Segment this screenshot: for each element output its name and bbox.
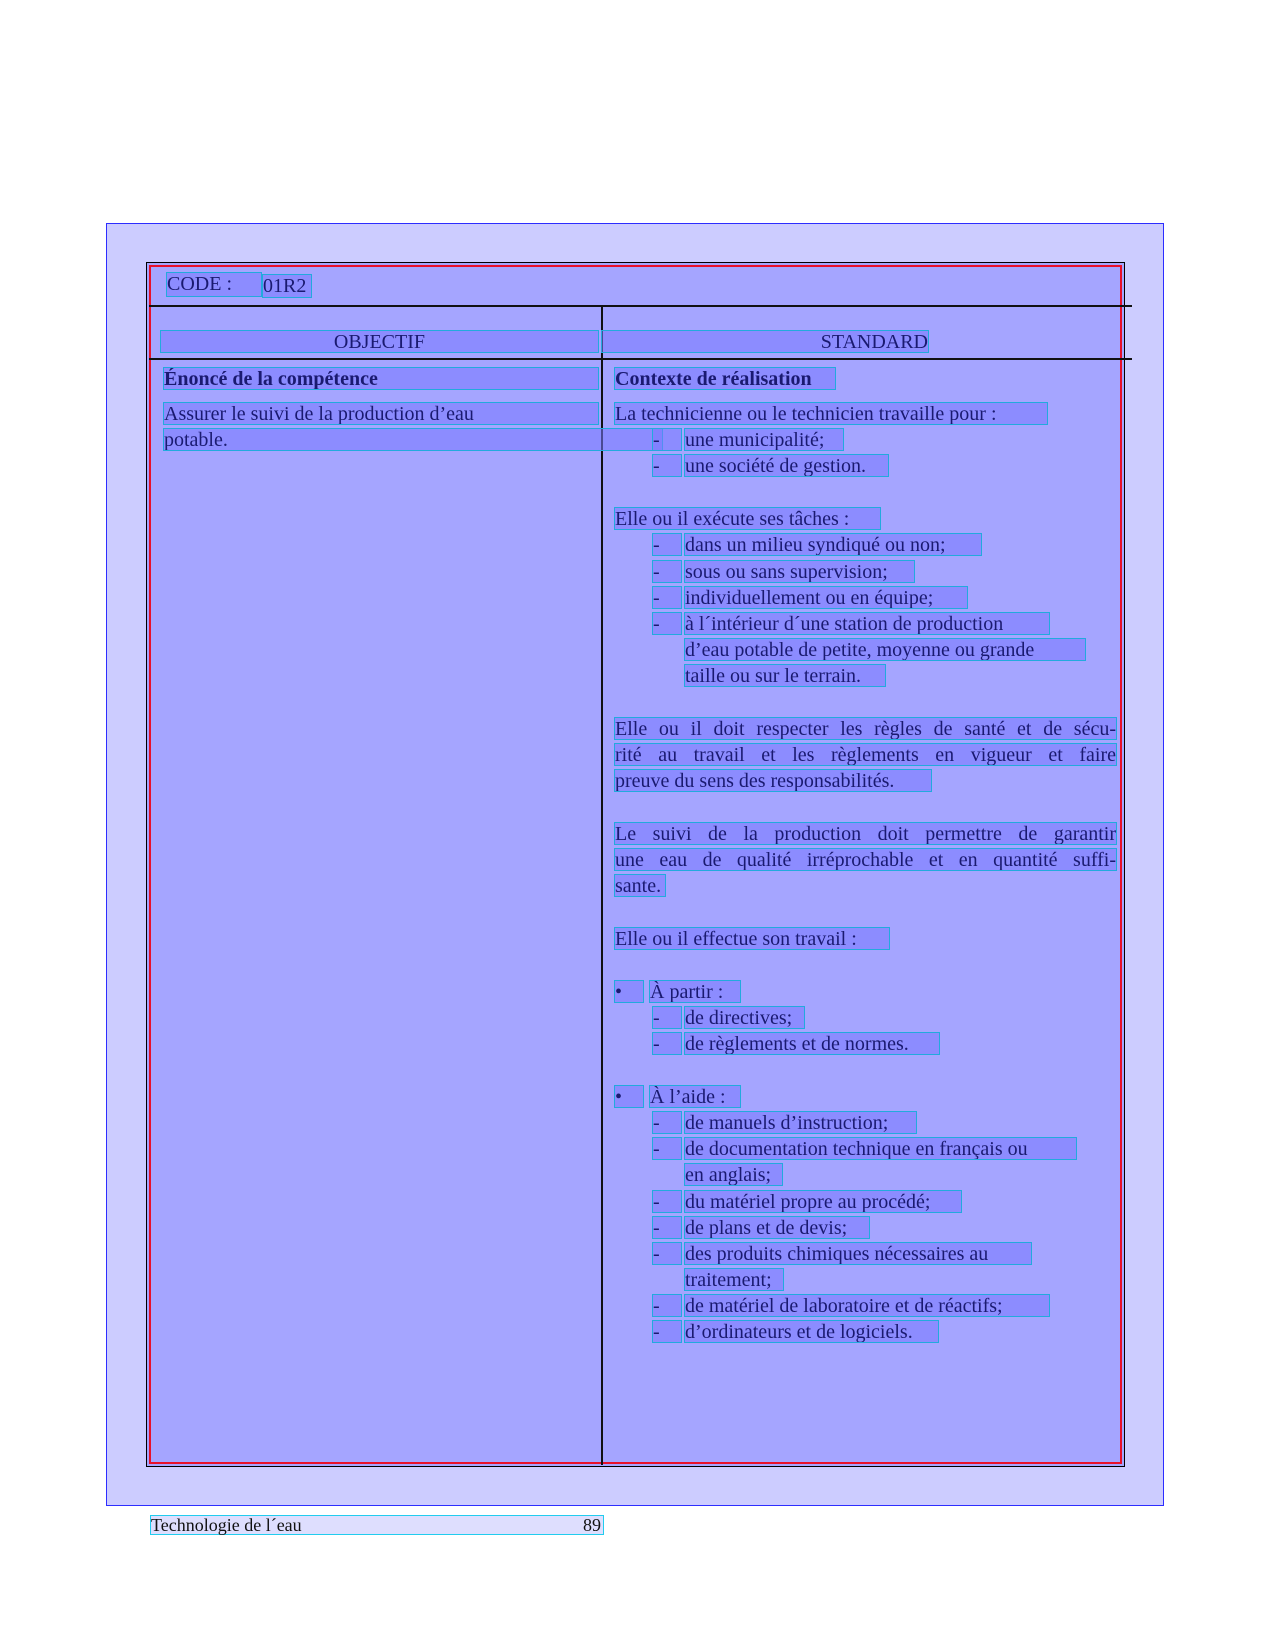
dash-marker: - bbox=[652, 1137, 682, 1160]
dash-marker: - bbox=[652, 560, 682, 583]
bullet-marker: • bbox=[614, 1085, 644, 1108]
list-item-continuation: d’eau potable de petite, moyenne ou grande bbox=[684, 638, 1086, 661]
page-footer bbox=[150, 1515, 604, 1535]
list-item-continuation: traitement; bbox=[684, 1268, 784, 1291]
list-item: à l´intérieur d´une station de production bbox=[684, 612, 1050, 635]
header-bottom-rule bbox=[149, 358, 1132, 360]
dash-marker: - bbox=[652, 1242, 682, 1265]
list-item: des produits chimiques nécessaires au bbox=[684, 1242, 1032, 1265]
competence-line-2: potable. bbox=[163, 428, 663, 451]
dash-marker: - bbox=[652, 1320, 682, 1343]
dash-marker: - bbox=[652, 1111, 682, 1134]
dash-marker: - bbox=[652, 1216, 682, 1239]
page-number: 89 bbox=[583, 1515, 601, 1535]
paragraph-line: une eau de qualité irréprochable et en quantité suffi- bbox=[615, 849, 1116, 871]
list-item: d’ordinateurs et de logiciels. bbox=[684, 1320, 939, 1343]
bullet-heading: À partir : bbox=[649, 980, 741, 1003]
dash-marker: - bbox=[652, 1006, 682, 1029]
list-item: du matériel propre au procédé; bbox=[684, 1190, 962, 1213]
list-item-continuation: taille ou sur le terrain. bbox=[684, 664, 886, 687]
dash-marker: - bbox=[652, 1190, 682, 1213]
list-item: de plans et de devis; bbox=[684, 1216, 870, 1239]
dash-marker: - bbox=[652, 454, 682, 477]
list-item: de matériel de laboratoire et de réactifs; bbox=[684, 1294, 1050, 1317]
dash-marker: - bbox=[652, 428, 682, 451]
code-value: 01R2 bbox=[262, 274, 312, 298]
context-intro-1: La technicienne ou le technicien travaille pour : bbox=[614, 402, 1048, 425]
list-item-continuation: en anglais; bbox=[684, 1163, 783, 1186]
footer-title: Technologie de l´eau bbox=[151, 1515, 302, 1535]
standard-header: STANDARD bbox=[601, 330, 929, 353]
list-item: de documentation technique en français ou bbox=[684, 1137, 1077, 1160]
bullet-heading: À l’aide : bbox=[649, 1085, 741, 1108]
dash-marker: - bbox=[652, 612, 682, 635]
dash-marker: - bbox=[652, 1032, 682, 1055]
bullet-marker: • bbox=[614, 980, 644, 1003]
dash-marker: - bbox=[652, 1294, 682, 1317]
competence-line-1: Assurer le suivi de la production d’eau bbox=[163, 402, 599, 425]
list-item: dans un milieu syndiqué ou non; bbox=[684, 533, 982, 556]
dash-marker: - bbox=[652, 586, 682, 609]
header-rule bbox=[149, 305, 1132, 307]
objectif-header: OBJECTIF bbox=[160, 330, 599, 353]
context-heading: Contexte de réalisation bbox=[614, 367, 836, 390]
list-item: sous ou sans supervision; bbox=[684, 560, 915, 583]
list-item: de directives; bbox=[684, 1006, 805, 1029]
context-intro-3: Elle ou il effectue son travail : bbox=[614, 927, 890, 950]
paragraph-line: Le suivi de la production doit permettre de garantir bbox=[615, 823, 1116, 845]
context-intro-2: Elle ou il exécute ses tâches : bbox=[614, 507, 881, 530]
column-divider bbox=[601, 305, 603, 1465]
paragraph-line: sante. bbox=[614, 874, 666, 897]
code-label: CODE : bbox=[166, 272, 262, 297]
list-item: individuellement ou en équipe; bbox=[684, 586, 968, 609]
list-item: une société de gestion. bbox=[684, 454, 889, 477]
paragraph-line: rité au travail et les règlements en vigueur et faire bbox=[615, 744, 1116, 766]
list-item: de manuels d’instruction; bbox=[684, 1111, 917, 1134]
dash-marker: - bbox=[652, 533, 682, 556]
competence-heading: Énoncé de la compétence bbox=[163, 367, 599, 390]
paragraph-line: preuve du sens des responsabilités. bbox=[614, 769, 932, 792]
list-item: une municipalité; bbox=[684, 428, 844, 451]
list-item: de règlements et de normes. bbox=[684, 1032, 940, 1055]
paragraph-line: Elle ou il doit respecter les règles de santé et de sécu- bbox=[615, 718, 1116, 740]
